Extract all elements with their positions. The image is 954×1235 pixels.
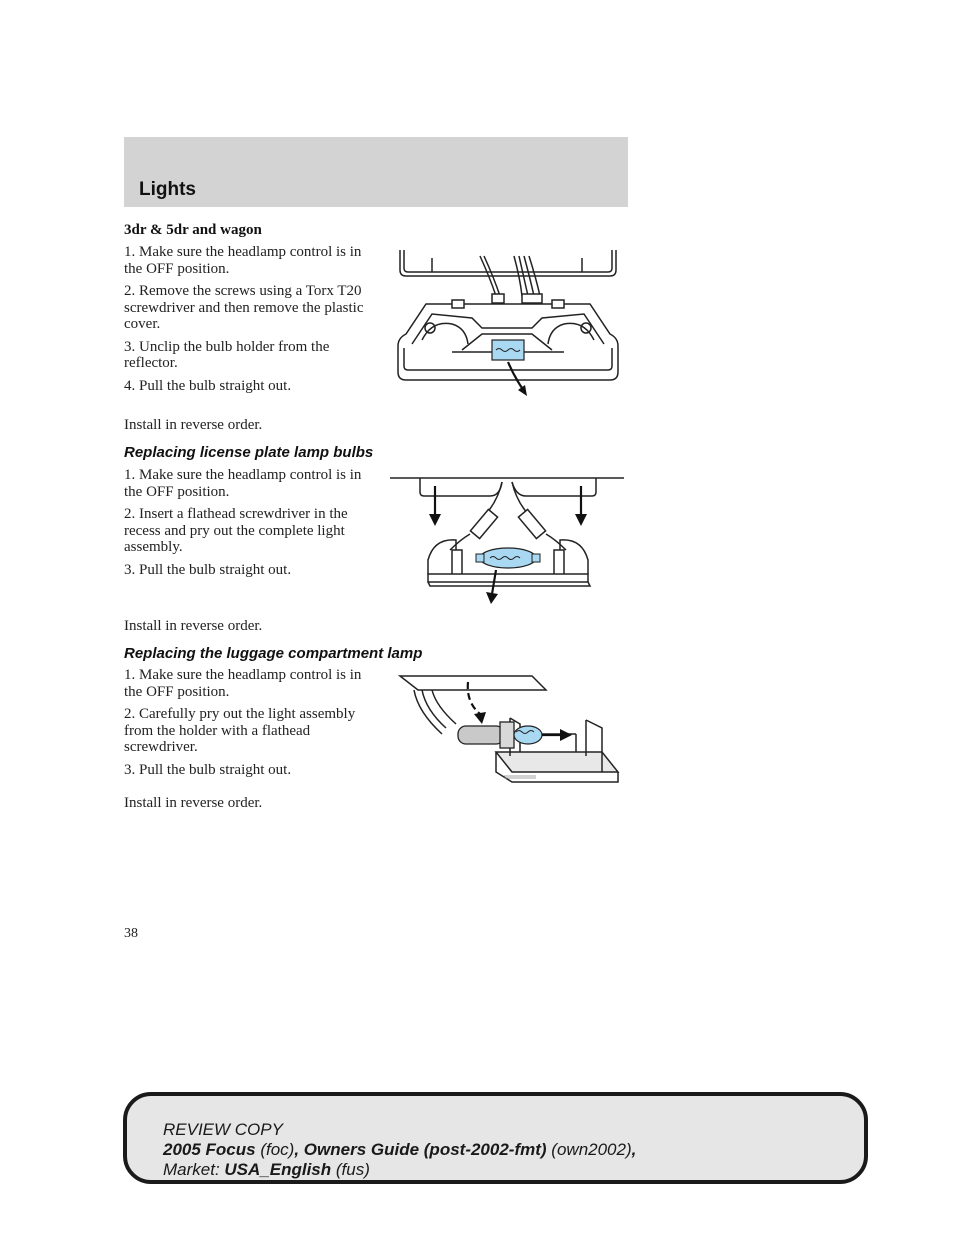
section1-step-2: 2. Remove the screws using a Torx T20 screwdriver and then remove the plastic cover.	[124, 283, 364, 332]
footer-guide: Owners Guide (post-2002-fmt)	[303, 1140, 547, 1159]
footer-sep2: ,	[631, 1140, 637, 1159]
footer-market-line	[163, 1160, 636, 1180]
section2-step-3: 3. Pull the bulb straight out.	[124, 561, 292, 578]
section-header-band	[124, 137, 628, 207]
section3-step-3: 3. Pull the bulb straight out.	[124, 761, 292, 778]
page-number: 38	[124, 926, 138, 941]
section3-closing: Install in reverse order.	[124, 795, 263, 811]
section2-steps	[124, 467, 379, 584]
section1-heading: 3dr & 5dr and wagon	[124, 222, 262, 238]
footer-text	[163, 1120, 636, 1180]
footer-guide-code: (own2002)	[551, 1140, 632, 1159]
footer-model-line	[163, 1140, 636, 1160]
section1-step-3: 3. Unclip the bulb holder from the reflector.	[124, 338, 330, 371]
section2-step-1: 1. Make sure the headlamp control is in the OFF position.	[124, 467, 362, 500]
luggage-compartment-lamp-illustration	[396, 672, 626, 788]
footer-model-code: (foc)	[260, 1140, 295, 1159]
section3-step-2: 2. Carefully pry out the light assembly from the holder with a flathead screwdriver.	[124, 706, 356, 755]
footer-model: 2005 Focus	[163, 1140, 256, 1159]
dome-lamp-illustration	[392, 248, 624, 400]
section3-heading: Replacing the luggage compartment lamp	[124, 645, 423, 662]
section3-step-1: 1. Make sure the headlamp control is in the OFF position.	[124, 667, 362, 700]
section1-step-4: 4. Pull the bulb straight out.	[124, 377, 292, 394]
review-copy-label: REVIEW COPY	[163, 1120, 283, 1139]
section2-closing: Install in reverse order.	[124, 618, 263, 634]
section1-step-1: 1. Make sure the headlamp control is in the OFF position.	[124, 244, 362, 277]
page-title: Lights	[139, 179, 196, 200]
footer-market: USA_English	[224, 1160, 332, 1179]
section1-closing: Install in reverse order.	[124, 417, 263, 433]
section2-step-2: 2. Insert a flathead screwdriver in the recess and pry out the complete light assembly.	[124, 506, 348, 555]
review-copy-footer	[123, 1092, 868, 1184]
section1-steps	[124, 244, 369, 400]
section3-steps	[124, 667, 369, 784]
section2-heading: Replacing license plate lamp bulbs	[124, 444, 374, 461]
footer-market-label: Market:	[163, 1160, 225, 1179]
license-plate-lamp-illustration	[390, 470, 626, 608]
footer-sep1: ,	[294, 1140, 304, 1159]
footer-market-code: (fus)	[335, 1160, 370, 1179]
